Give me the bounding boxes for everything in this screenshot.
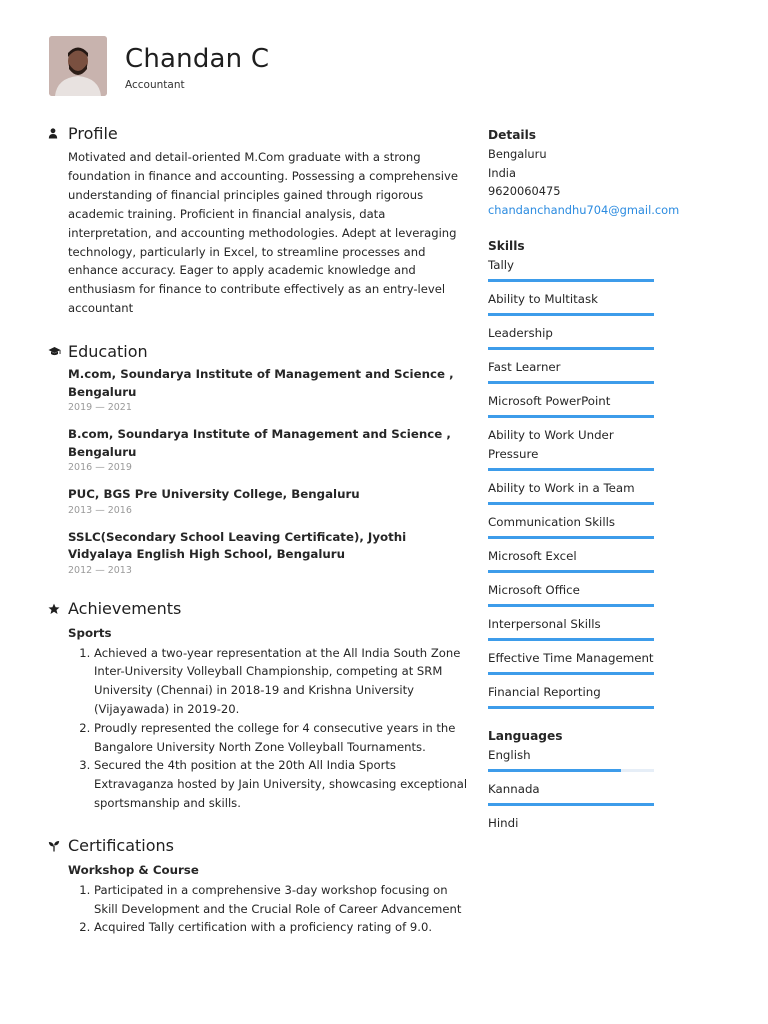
details-title: Details: [488, 128, 537, 142]
level-bar-fill: [488, 347, 654, 350]
skill-item: [488, 358, 654, 384]
level-bar: [488, 536, 654, 539]
candidate-name: Chandan C: [125, 44, 270, 74]
education-degree: PUC, BGS Pre University College, Bengaluru: [68, 487, 360, 502]
profile-heading: [48, 122, 468, 144]
skill-label: Leadership: [488, 326, 553, 340]
achievements-section: [48, 598, 468, 813]
level-bar-fill: [488, 604, 654, 607]
level-bar-fill: [488, 468, 654, 471]
skill-item: [488, 392, 654, 418]
skill-item: [488, 513, 654, 539]
language-label: English: [488, 748, 531, 762]
level-bar-fill: [488, 570, 654, 573]
level-bar: [488, 706, 654, 709]
profile-summary: Motivated and detail-oriented M.Com graduate with a strong foundation in finance and accounting. Possessing a comprehensive understanding of financial principles gained through rigorous academic training. Proficient in financial analysis, data interpretation, and accounting methodologies. Adept at leveraging technology, particularly in Excel, to streamline processes and enhance accuracy. Eager to apply academic knowledge and enthusiasm for finance to contribute effectively as an entry-level accountant: [68, 150, 458, 316]
level-bar-fill: [488, 672, 654, 675]
level-bar: [488, 803, 654, 806]
resume-header: [49, 36, 269, 96]
email-link[interactable]: chandanchandhu704@gmail.com: [488, 202, 680, 217]
skill-item: [488, 649, 654, 675]
language-item: [488, 780, 654, 806]
skill-label: Fast Learner: [488, 360, 561, 374]
language-item: [488, 746, 654, 772]
profile-section: [48, 122, 468, 318]
level-bar: [488, 415, 654, 418]
skills-section: [488, 237, 654, 709]
education-degree: M.com, Soundarya Institute of Management and Science , Bengaluru: [68, 367, 454, 399]
skill-item: [488, 547, 654, 573]
education-item: [68, 426, 468, 473]
level-bar: [488, 604, 654, 607]
skills-list: [488, 256, 654, 709]
level-bar-fill: [488, 313, 654, 316]
skill-label: Ability to Multitask: [488, 292, 599, 306]
language-label: Hindi: [488, 816, 519, 830]
list-item: 2. Acquired Tally certification with a proficiency rating of 9.0.: [94, 918, 468, 937]
list-item: 2. Proudly represented the college for 4 consecutive years in the Bangalore University North Zone Volleyball Tournaments.: [94, 719, 468, 757]
achievements-list: [94, 644, 468, 813]
skill-item: [488, 256, 654, 282]
certifications-title: Certifications: [68, 836, 174, 856]
level-bar: [488, 313, 654, 316]
detail-country: India: [488, 165, 516, 180]
graduation-cap-icon: [48, 344, 68, 358]
list-item: 1. Participated in a comprehensive 3-day workshop focusing on Skill Development and the Crucial Role of Career Advancement: [94, 881, 468, 919]
star-icon: [48, 602, 68, 616]
details-section: [488, 126, 680, 219]
achievements-heading: [48, 598, 468, 620]
level-bar-fill: [488, 803, 654, 806]
level-bar: [488, 279, 654, 282]
education-date: 2012 — 2013: [68, 564, 132, 576]
languages-section: [488, 727, 654, 833]
achievements-subheading: Sports: [68, 625, 112, 640]
level-bar-fill: [488, 706, 654, 709]
skill-label: Microsoft PowerPoint: [488, 394, 611, 408]
certifications-heading: [48, 835, 468, 857]
level-bar-fill: [488, 769, 621, 772]
level-bar: [488, 347, 654, 350]
education-heading: [48, 340, 468, 362]
skill-label: Financial Reporting: [488, 685, 601, 699]
language-label: Kannada: [488, 782, 540, 796]
level-bar-fill: [488, 536, 654, 539]
level-bar: [488, 638, 654, 641]
level-bar: [488, 570, 654, 573]
education-degree: SSLC(Secondary School Leaving Certificate), Jyothi Vidyalaya English High School, Bengaluru: [68, 529, 407, 562]
education-date: 2016 — 2019: [68, 462, 132, 474]
skills-title: Skills: [488, 239, 525, 253]
name-block: [125, 44, 269, 91]
skill-item: [488, 581, 654, 607]
education-item: [68, 486, 468, 516]
level-bar: [488, 672, 654, 675]
level-bar: [488, 502, 654, 505]
job-title: Accountant: [125, 79, 185, 91]
profile-title: Profile: [68, 123, 118, 143]
detail-phone: 9620060475: [488, 184, 561, 198]
detail-city: Bengaluru: [488, 147, 547, 161]
language-item: [488, 814, 654, 833]
level-bar-fill: [488, 638, 654, 641]
skill-label: Microsoft Office: [488, 583, 580, 597]
sprout-icon: [48, 839, 68, 853]
level-bar: [488, 769, 654, 772]
skill-label: Effective Time Management: [488, 651, 654, 665]
certifications-subheading: Workshop & Course: [68, 862, 199, 877]
education-date: 2013 — 2016: [68, 504, 132, 516]
side-column: [488, 126, 680, 851]
skill-label: Interpersonal Skills: [488, 617, 601, 631]
skill-item: [488, 479, 654, 505]
education-item: [68, 366, 468, 413]
education-title: Education: [68, 341, 148, 361]
skill-item: [488, 324, 654, 350]
level-bar: [488, 468, 654, 471]
skill-label: Ability to Work in a Team: [488, 481, 635, 495]
education-item: [68, 529, 468, 576]
education-date: 2019 — 2021: [68, 402, 132, 414]
skill-item: [488, 683, 654, 709]
skill-item: [488, 426, 654, 471]
skill-item: [488, 290, 654, 316]
skill-label: Communication Skills: [488, 515, 616, 529]
skill-item: [488, 615, 654, 641]
level-bar-fill: [488, 381, 654, 384]
achievements-title: Achievements: [68, 599, 182, 619]
list-item: 3. Secured the 4th position at the 20th All India Sports Extravaganza hosted by Jain University, showcasing exceptional sportsmanship and skills.: [94, 756, 468, 812]
level-bar-fill: [488, 279, 654, 282]
certifications-section: [48, 835, 468, 937]
level-bar-fill: [488, 502, 654, 505]
main-column: [48, 122, 468, 959]
skill-label: Ability to Work Under Pressure: [488, 428, 614, 461]
education-section: [48, 340, 468, 576]
list-item: 1. Achieved a two-year representation at the All India South Zone Inter-University Volleyball Championship, competing at SRM University (Chennai) in 2018-19 and Krishna University (Vijayawada) in 2019-20.: [94, 644, 468, 719]
education-degree: B.com, Soundarya Institute of Management and Science , Bengaluru: [68, 427, 451, 459]
level-bar-fill: [488, 415, 654, 418]
certifications-list: [94, 881, 468, 937]
languages-list: [488, 746, 654, 833]
skill-label: Tally: [488, 258, 515, 272]
profile-photo: [49, 36, 107, 96]
person-icon: [48, 126, 68, 140]
skill-label: Microsoft Excel: [488, 549, 577, 563]
level-bar: [488, 381, 654, 384]
languages-title: Languages: [488, 729, 563, 743]
